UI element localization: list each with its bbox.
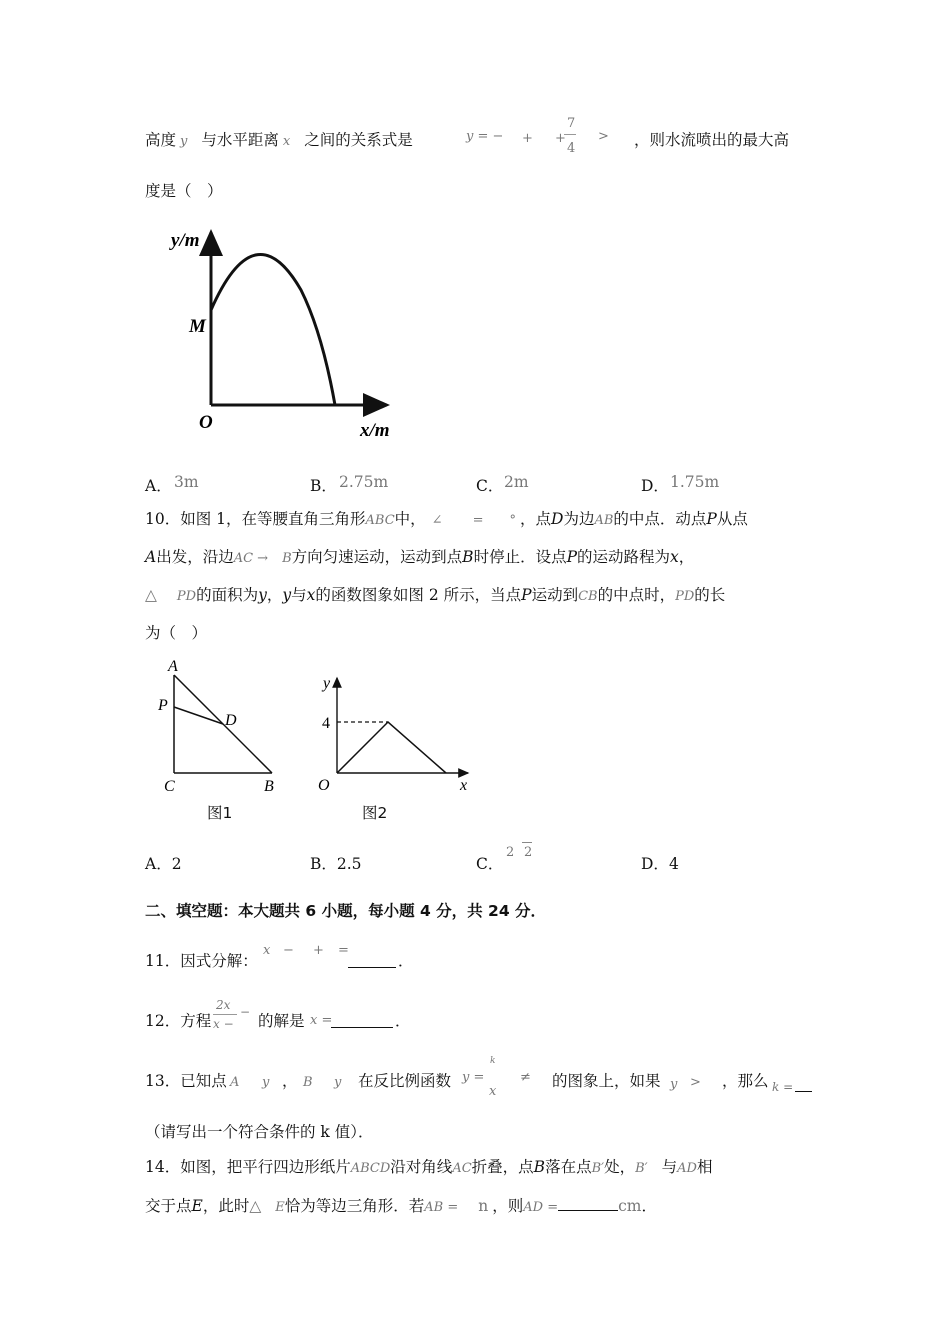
q12-xeq: x = <box>310 1013 333 1028</box>
q13-ycmp: y <box>670 1077 678 1092</box>
q10-figure-1 <box>150 655 285 800</box>
q13-line2: （请写出一个符合条件的 k 值）． <box>145 1123 374 1141</box>
q9-frac-num: 7 <box>567 116 576 131</box>
q9-parabola <box>211 254 335 405</box>
q13-point-a: A <box>230 1075 240 1090</box>
q9-option-c-value: 2m <box>504 473 529 491</box>
q11-label: 11．因式分解： <box>145 952 258 970</box>
q9-option-d-value: 1.75m <box>670 473 720 491</box>
q13-label: 13．已知点 <box>145 1072 227 1090</box>
q10-option-a: A．2 <box>145 855 182 873</box>
q9-y-label: y/m <box>171 230 200 251</box>
fig2-label-y: y <box>323 675 331 692</box>
q12-frac-bar <box>213 1014 237 1015</box>
fig2-label-4: 4 <box>322 715 330 732</box>
q9-line1: 高度 y 与水平距离 x 之间的关系式是 <box>145 131 413 149</box>
q9-option-a-value: 3m <box>174 473 199 491</box>
q11-expr-plus: + <box>313 943 324 958</box>
q11-expr-eq: = <box>338 943 349 958</box>
q9-frac-den: 4 <box>567 141 576 156</box>
q12-answer-blank[interactable] <box>331 1013 393 1028</box>
q9-graph <box>171 222 420 444</box>
q13-comma: ， <box>282 1072 298 1090</box>
q10-line2: A出发，沿边AC → B方向匀速运动，运动到点B时停止．设点P的运动路程为x， <box>145 548 695 566</box>
q9-option-b-value: 2.75m <box>339 473 389 491</box>
fig2-label-x: x <box>460 777 468 794</box>
q9-line1-end: ，则水流喷出的最大高 <box>634 131 790 149</box>
fig1-label-a: A <box>168 658 178 675</box>
q10-line4: 为（ ） <box>145 624 208 642</box>
q9-option-a: A． <box>145 477 172 495</box>
q10-option-c-radical <box>522 842 532 843</box>
q10-option-c-value: 2 <box>506 845 515 860</box>
q13-text2: 的图象上，如果 <box>552 1072 661 1090</box>
q13-func-k: k <box>490 1056 496 1066</box>
q13-keq: k = <box>772 1080 794 1094</box>
q13-point-b: B <box>303 1075 313 1090</box>
q12-frac-den: x − <box>213 1017 234 1031</box>
fig1-label-c: C <box>164 778 175 795</box>
fig2-label-o: O <box>318 777 330 794</box>
q10-option-c: C． <box>476 855 504 873</box>
q9-formula-lhs: y = − <box>466 129 504 144</box>
section2-title: 二、填空题：本大题共 6 小题，每小题 4 分，共 24 分． <box>145 902 547 920</box>
q10-option-d: D．4 <box>641 855 679 873</box>
fig1-label-d: D <box>225 712 237 729</box>
q10-option-c-radicand: 2 <box>524 845 533 860</box>
q12-text: 的解是 <box>258 1012 305 1030</box>
q13-text3: ，那么 <box>722 1072 769 1090</box>
q11-expr-minus: − <box>283 943 294 958</box>
fig1-caption: 图1 <box>207 804 233 822</box>
q12-end: ． <box>395 1012 411 1030</box>
q11-answer-blank[interactable] <box>348 953 396 968</box>
q13-y1: y <box>262 1075 270 1090</box>
fig2-caption: 图2 <box>362 804 388 822</box>
q10-line1: 10．如图 1，在等腰直角三角形ABC中， ∠ = ° ，点D为边AB的中点．动点P从点 <box>145 510 748 528</box>
q14-answer-blank[interactable] <box>558 1196 618 1211</box>
fig2-function-line <box>337 722 446 773</box>
q12-frac-num-minus: − <box>240 1005 251 1019</box>
q9-formula-gt: > <box>598 129 609 144</box>
q12-frac-num: 2x <box>216 998 231 1012</box>
q13-func-x: x <box>489 1084 497 1099</box>
q11-expr-x: x <box>263 943 271 958</box>
q9-option-d: D． <box>641 477 669 495</box>
q13-gt: > <box>690 1075 701 1090</box>
q9-option-c: C． <box>476 477 504 495</box>
q9-origin: O <box>199 412 213 433</box>
q9-x-label: x/m <box>360 420 390 441</box>
q9-frac-bar <box>564 134 576 135</box>
q13-y2: y <box>334 1075 342 1090</box>
q10-line3: △ PD的面积为y，y与x的函数图象如图 2 所示，当点P运动到CB的中点时，PD的长 <box>145 586 726 604</box>
q13-neq: ≠ <box>520 1070 531 1085</box>
q9-formula-plus1: + <box>522 131 533 146</box>
fig1-label-b: B <box>264 778 274 795</box>
q11-end: ． <box>398 952 414 970</box>
q12-label: 12．方程 <box>145 1012 212 1030</box>
q13-func-y: y = <box>462 1070 485 1085</box>
q9-point-m: M <box>189 316 206 337</box>
q10-figure-2 <box>310 670 480 800</box>
q13-answer-blank[interactable] <box>795 1077 812 1092</box>
q9-line2: 度是（ ） <box>145 182 223 200</box>
q14-line1: 14．如图，把平行四边形纸片ABCD沿对角线AC折叠，点B落在点B′处，B′ 与AD相 <box>145 1158 713 1176</box>
q10-option-b: B．2.5 <box>310 855 362 873</box>
q9-formula-plus2: + <box>555 131 566 146</box>
fig1-label-p: P <box>158 697 168 714</box>
q9-option-b: B． <box>310 477 337 495</box>
q14-line2: 交于点E，此时△ E恰为等边三角形．若AB = n ，则AD = cm． <box>145 1197 658 1215</box>
q13-text1: 在反比例函数 <box>358 1072 452 1090</box>
